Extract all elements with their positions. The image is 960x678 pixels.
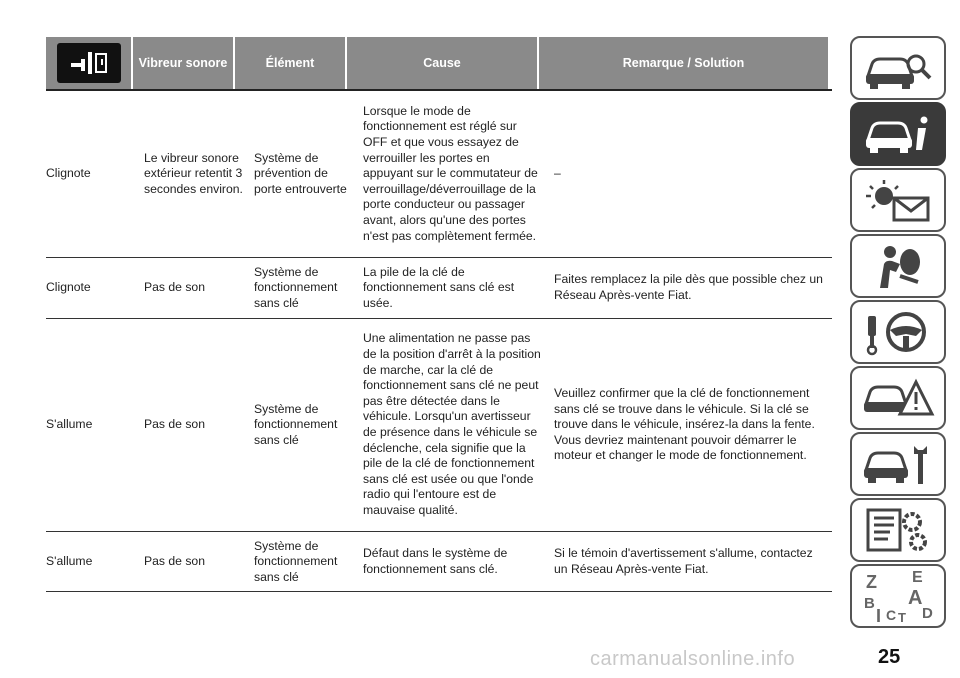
row2-cause: La pile de la clé de fonctionnement sans clé est usée. [363,264,515,310]
header-vibreur: Vibreur sonore [133,37,233,89]
index-letter-z: Z [866,572,877,592]
row2-element: Système de fonctionnement sans clé [254,264,338,310]
tab-car-warning[interactable] [850,366,946,430]
index-letter-e: E [912,569,923,586]
row1-indicator: Clignote [46,166,91,181]
tab-key-steering[interactable] [850,300,946,364]
specs-gears-icon [860,506,936,554]
row2-indicator: Clignote [46,280,91,295]
row3-element: Système de fonctionnement sans clé [254,401,338,447]
row-divider [46,318,832,319]
header-rule [46,89,832,91]
row4-indicator: S'allume [46,554,93,569]
row1-solution: – [554,166,561,181]
row3-solution: Veuillez confirmer que la clé de fonctionnement sans clé se trouve dans le véhicule. Si la clé se trouve dans le véhicule, insérez-la dans la fente. Vous devriez maintenant pouvoir démarrer le moteur et changer le mode de fonctionnement. [554,386,815,463]
index-letter-b: B [864,595,875,612]
warning-lights-icon [860,176,936,224]
row3-indicator: S'allume [46,417,93,432]
header-cause: Cause [347,37,537,89]
row1-sound: Le vibreur sonore extérieur retentit 3 secondes environ. [144,150,243,196]
key-steering-icon [860,308,936,356]
car-wrench-icon [860,440,936,488]
row-divider [46,257,832,258]
row3-cause: Une alimentation ne passe pas de la position d'arrêt à la position de marche, car la clé de fonctionnement sans clé ne peut pas être détectée dans le véhicule. Lorsqu'un avertisseur de présence dans le véhicule se déclenche, cela signifie que la pile de la clé de fonctionnement sans clé est usée ou que l'onde radio qui l'entoure est de mauvaise qualité. [363,331,541,517]
table-header [46,37,832,89]
car-search-icon [860,44,936,92]
row2-sound: Pas de son [144,280,205,295]
row-divider [46,591,832,592]
index-letters-icon [860,568,936,624]
index-letter-t: T [898,610,906,624]
page-number: 25 [878,646,901,668]
tab-index[interactable] [850,564,946,628]
index-letter-a: A [908,587,923,609]
row4-cause: Défaut dans le système de fonctionnement sans clé. [363,546,508,576]
row2-solution: Faites remplacez la pile dès que possible chez un Réseau Après-vente Fiat. [554,272,823,302]
tab-car-search[interactable] [850,36,946,100]
car-warning-icon [860,374,936,422]
row3-sound: Pas de son [144,417,205,432]
row-divider [46,531,832,532]
row4-element: Système de fonctionnement sans clé [254,538,338,584]
watermark: carmanualsonline.info [590,648,796,670]
tab-warning-lights[interactable] [850,168,946,232]
index-letter-i: I [876,606,882,624]
row1-element: Système de prévention de porte entrouverte [254,150,347,196]
header-solution: Remarque / Solution [539,37,828,89]
car-info-icon [860,110,936,158]
index-letter-c: C [886,607,897,623]
tab-car-info[interactable] [850,102,946,166]
tab-specs[interactable] [850,498,946,562]
header-icon-cell [46,37,131,89]
row4-sound: Pas de son [144,554,205,569]
door-key-warning-icon [57,43,121,83]
tab-airbag[interactable] [850,234,946,298]
index-letter-d: D [922,605,933,622]
header-element: Élément [235,37,345,89]
row1-cause: Lorsque le mode de fonctionnement est réglé sur OFF et que vous essayez de verrouiller les portes en appuyant sur le commutateur de verrouillage/déverrouillage de la porte conducteur ou passager avant, alors qu'une des portes n'est pas complètement fermée. [363,103,538,243]
tab-car-service[interactable] [850,432,946,496]
airbag-person-icon [860,242,936,290]
row4-solution: Si le témoin d'avertissement s'allume, contactez un Réseau Après-vente Fiat. [554,546,813,576]
